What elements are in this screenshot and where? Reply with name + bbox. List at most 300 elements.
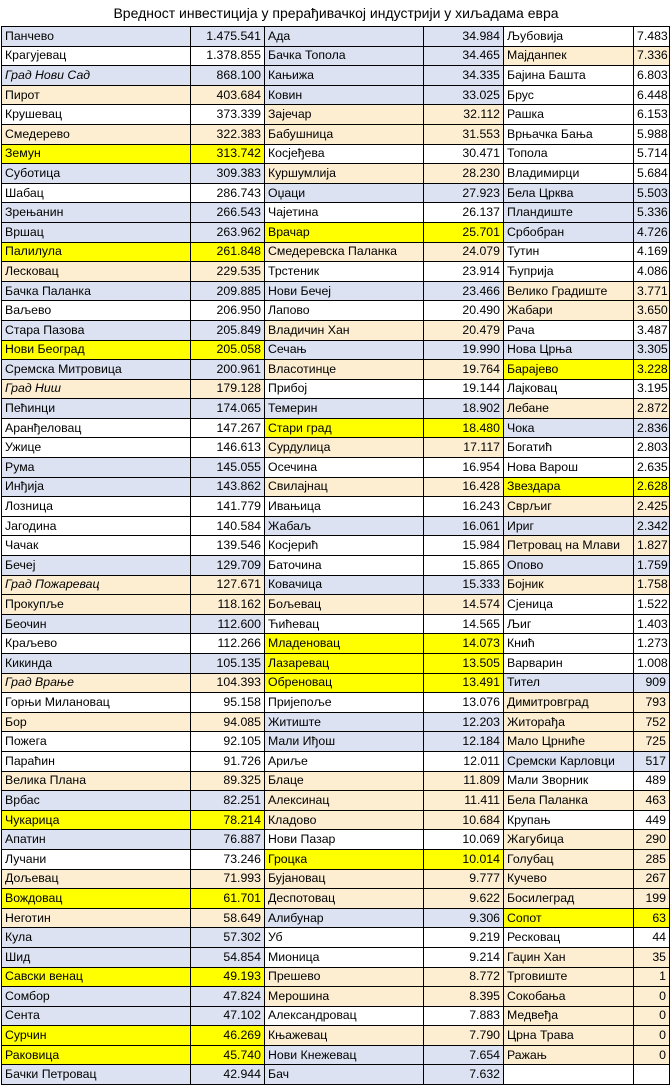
table-row bbox=[2, 458, 670, 478]
investment-value: 0 bbox=[634, 987, 670, 1007]
investment-value: 54.854 bbox=[191, 947, 265, 967]
investment-value: 7.790 bbox=[424, 1026, 504, 1046]
investment-value: 7.336 bbox=[634, 46, 670, 66]
investment-value: 112.266 bbox=[191, 634, 265, 654]
municipality-name: Црна Трава bbox=[504, 1026, 634, 1046]
table-row bbox=[2, 654, 670, 674]
investment-value: 27.923 bbox=[424, 183, 504, 203]
investment-value: 0 bbox=[634, 1026, 670, 1046]
investment-value: 2.803 bbox=[634, 438, 670, 458]
table-row bbox=[2, 575, 670, 595]
municipality-name: Звездара bbox=[504, 477, 634, 497]
municipality-name: Врачар bbox=[265, 222, 424, 242]
investment-value: 112.600 bbox=[191, 614, 265, 634]
investment-value: 7.883 bbox=[424, 1006, 504, 1026]
investment-value: 45.740 bbox=[191, 1045, 265, 1065]
table-row bbox=[2, 732, 670, 752]
municipality-name: Лапово bbox=[265, 301, 424, 321]
investment-value: 57.302 bbox=[191, 928, 265, 948]
investment-value: 2.872 bbox=[634, 399, 670, 419]
municipality-name: Суботица bbox=[2, 164, 191, 184]
municipality-name: Нови Пазар bbox=[265, 830, 424, 850]
municipality-name: Жабари bbox=[504, 301, 634, 321]
municipality-name: Куршумлија bbox=[265, 164, 424, 184]
municipality-name: Мионица bbox=[265, 947, 424, 967]
municipality-name: Раковица bbox=[2, 1045, 191, 1065]
municipality-name: Сечањ bbox=[265, 340, 424, 360]
investment-value: 1.522 bbox=[634, 595, 670, 615]
investment-value: 47.824 bbox=[191, 987, 265, 1007]
table-row bbox=[2, 751, 670, 771]
municipality-name: Љубовија bbox=[504, 27, 634, 47]
investment-value: 33.025 bbox=[424, 85, 504, 105]
table-row bbox=[2, 222, 670, 242]
municipality-name: Ваљево bbox=[2, 301, 191, 321]
investment-value bbox=[634, 1065, 670, 1085]
investment-value: 285 bbox=[634, 849, 670, 869]
investment-value: 4.086 bbox=[634, 262, 670, 282]
municipality-name: Ражањ bbox=[504, 1045, 634, 1065]
investment-value: 3.195 bbox=[634, 379, 670, 399]
table-row bbox=[2, 164, 670, 184]
investment-value: 13.076 bbox=[424, 693, 504, 713]
table-row bbox=[2, 967, 670, 987]
investment-value: 261.848 bbox=[191, 242, 265, 262]
municipality-name: Тител bbox=[504, 673, 634, 693]
table-row bbox=[2, 536, 670, 556]
table-row bbox=[2, 497, 670, 517]
municipality-name: Лозница bbox=[2, 497, 191, 517]
municipality-name: Лесковац bbox=[2, 262, 191, 282]
municipality-name: Гроцка bbox=[265, 849, 424, 869]
table-row bbox=[2, 418, 670, 438]
municipality-name: Трстеник bbox=[265, 262, 424, 282]
municipality-name: Осечина bbox=[265, 458, 424, 478]
investment-value: 34.335 bbox=[424, 66, 504, 86]
investment-value: 2.836 bbox=[634, 418, 670, 438]
municipality-name: Сремски Карловци bbox=[504, 751, 634, 771]
municipality-name: Кучево bbox=[504, 869, 634, 889]
investment-value: 206.950 bbox=[191, 301, 265, 321]
investment-value: 42.944 bbox=[191, 1065, 265, 1085]
table-row bbox=[2, 908, 670, 928]
investment-value: 2.425 bbox=[634, 497, 670, 517]
investment-value: 28.230 bbox=[424, 164, 504, 184]
table-row bbox=[2, 144, 670, 164]
table-row bbox=[2, 556, 670, 576]
investment-value: 517 bbox=[634, 751, 670, 771]
municipality-name: Инђија bbox=[2, 477, 191, 497]
municipality-name: Нова Црња bbox=[504, 340, 634, 360]
investment-value: 91.726 bbox=[191, 751, 265, 771]
investment-value: 9.214 bbox=[424, 947, 504, 967]
investment-value: 205.058 bbox=[191, 340, 265, 360]
municipality-name: Опово bbox=[504, 556, 634, 576]
municipality-name: Кладово bbox=[265, 810, 424, 830]
municipality-name: Зрењанин bbox=[2, 203, 191, 223]
municipality-name: Кнић bbox=[504, 634, 634, 654]
investment-value: 34.984 bbox=[424, 27, 504, 47]
investment-value: 20.479 bbox=[424, 320, 504, 340]
municipality-name: Алексинац bbox=[265, 791, 424, 811]
table-row bbox=[2, 928, 670, 948]
investment-value: 18.480 bbox=[424, 418, 504, 438]
investment-value: 489 bbox=[634, 771, 670, 791]
municipality-name bbox=[504, 1065, 634, 1085]
table-row bbox=[2, 771, 670, 791]
municipality-name: Прибој bbox=[265, 379, 424, 399]
municipality-name: Пећинци bbox=[2, 399, 191, 419]
investment-value: 143.862 bbox=[191, 477, 265, 497]
municipality-name: Шабац bbox=[2, 183, 191, 203]
municipality-name: Нови Бечеј bbox=[265, 281, 424, 301]
municipality-name: Ковачица bbox=[265, 575, 424, 595]
municipality-name: Смедерево bbox=[2, 124, 191, 144]
municipality-name: Лебане bbox=[504, 399, 634, 419]
investment-value: 5.684 bbox=[634, 164, 670, 184]
municipality-name: Жабаљ bbox=[265, 516, 424, 536]
municipality-name: Уб bbox=[265, 928, 424, 948]
investment-value: 26.137 bbox=[424, 203, 504, 223]
investment-value: 8.395 bbox=[424, 987, 504, 1007]
municipality-name: Савски венац bbox=[2, 967, 191, 987]
municipality-name: Варварин bbox=[504, 654, 634, 674]
investment-value: 147.267 bbox=[191, 418, 265, 438]
municipality-name: Барајево bbox=[504, 360, 634, 380]
investment-value: 5.714 bbox=[634, 144, 670, 164]
investment-value: 266.543 bbox=[191, 203, 265, 223]
table-row bbox=[2, 849, 670, 869]
investment-value: 4.169 bbox=[634, 242, 670, 262]
table-row bbox=[2, 791, 670, 811]
table-row bbox=[2, 516, 670, 536]
municipality-name: Владимирци bbox=[504, 164, 634, 184]
table-row bbox=[2, 379, 670, 399]
municipality-name: Алибунар bbox=[265, 908, 424, 928]
investment-value: 61.701 bbox=[191, 889, 265, 909]
municipality-name: Вршац bbox=[2, 222, 191, 242]
municipality-name: Мало Црниће bbox=[504, 732, 634, 752]
municipality-name: Рашка bbox=[504, 105, 634, 125]
investment-value: 4.726 bbox=[634, 222, 670, 242]
investment-value: 63 bbox=[634, 908, 670, 928]
investment-value: 23.466 bbox=[424, 281, 504, 301]
municipality-name: Брус bbox=[504, 85, 634, 105]
table-row bbox=[2, 85, 670, 105]
municipality-name: Горњи Милановац bbox=[2, 693, 191, 713]
municipality-name: Ивањица bbox=[265, 497, 424, 517]
municipality-name: Сокобања bbox=[504, 987, 634, 1007]
investment-value: 17.117 bbox=[424, 438, 504, 458]
investment-value: 14.574 bbox=[424, 595, 504, 615]
municipality-name: Владичин Хан bbox=[265, 320, 424, 340]
investment-value: 44 bbox=[634, 928, 670, 948]
municipality-name: Неготин bbox=[2, 908, 191, 928]
table-row bbox=[2, 810, 670, 830]
table-row bbox=[2, 1006, 670, 1026]
municipality-name: Кикинда bbox=[2, 654, 191, 674]
investment-value: 127.671 bbox=[191, 575, 265, 595]
municipality-name: Пријепоље bbox=[265, 693, 424, 713]
table-row bbox=[2, 830, 670, 850]
municipality-name: Земун bbox=[2, 144, 191, 164]
table-row bbox=[2, 438, 670, 458]
investment-value: 0 bbox=[634, 1006, 670, 1026]
municipality-name: Ариље bbox=[265, 751, 424, 771]
investment-value: 290 bbox=[634, 830, 670, 850]
municipality-name: Крагујевац bbox=[2, 46, 191, 66]
municipality-name: Сента bbox=[2, 1006, 191, 1026]
municipality-name: Велика Плана bbox=[2, 771, 191, 791]
table-row bbox=[2, 66, 670, 86]
investment-value: 1.758 bbox=[634, 575, 670, 595]
investment-value: 18.902 bbox=[424, 399, 504, 419]
municipality-name: Сврљиг bbox=[504, 497, 634, 517]
investment-value: 34.465 bbox=[424, 46, 504, 66]
municipality-name: Град Пожаревац bbox=[2, 575, 191, 595]
table-row bbox=[2, 320, 670, 340]
investment-value: 179.128 bbox=[191, 379, 265, 399]
municipality-name: Пландиште bbox=[504, 203, 634, 223]
investment-value: 16.954 bbox=[424, 458, 504, 478]
municipality-name: Обреновац bbox=[265, 673, 424, 693]
municipality-name: Темерин bbox=[265, 399, 424, 419]
municipality-name: Аранђеловац bbox=[2, 418, 191, 438]
municipality-name: Топола bbox=[504, 144, 634, 164]
municipality-name: Жагубица bbox=[504, 830, 634, 850]
investment-value: 16.243 bbox=[424, 497, 504, 517]
investment-value: 129.709 bbox=[191, 556, 265, 576]
investment-value: 12.184 bbox=[424, 732, 504, 752]
municipality-name: Чока bbox=[504, 418, 634, 438]
municipality-name: Град Нови Сад bbox=[2, 66, 191, 86]
municipality-name: Деспотовац bbox=[265, 889, 424, 909]
investment-value: 309.383 bbox=[191, 164, 265, 184]
table-row bbox=[2, 1045, 670, 1065]
municipality-name: Вождовац bbox=[2, 889, 191, 909]
investment-value: 373.339 bbox=[191, 105, 265, 125]
investment-value: 0 bbox=[634, 1045, 670, 1065]
table-row bbox=[2, 242, 670, 262]
municipality-name: Бојник bbox=[504, 575, 634, 595]
investment-value: 10.014 bbox=[424, 849, 504, 869]
investment-value: 82.251 bbox=[191, 791, 265, 811]
investment-value: 19.144 bbox=[424, 379, 504, 399]
investment-value: 1.827 bbox=[634, 536, 670, 556]
municipality-name: Тутин bbox=[504, 242, 634, 262]
investment-value: 322.383 bbox=[191, 124, 265, 144]
investment-value: 11.411 bbox=[424, 791, 504, 811]
investment-value: 12.203 bbox=[424, 712, 504, 732]
investment-value: 1 bbox=[634, 967, 670, 987]
investment-value: 909 bbox=[634, 673, 670, 693]
table-row bbox=[2, 360, 670, 380]
investment-value: 3.305 bbox=[634, 340, 670, 360]
table-row bbox=[2, 281, 670, 301]
municipality-name: Бајина Башта bbox=[504, 66, 634, 86]
municipality-name: Косјеђева bbox=[265, 144, 424, 164]
municipality-name: Бечеј bbox=[2, 556, 191, 576]
municipality-name: Мајданпек bbox=[504, 46, 634, 66]
municipality-name: Стара Пазова bbox=[2, 320, 191, 340]
municipality-name: Велико Градиште bbox=[504, 281, 634, 301]
municipality-name: Голубац bbox=[504, 849, 634, 869]
municipality-name: Оџаци bbox=[265, 183, 424, 203]
investment-table bbox=[1, 26, 670, 1085]
table-row bbox=[2, 46, 670, 66]
municipality-name: Лазаревац bbox=[265, 654, 424, 674]
municipality-name: Крупањ bbox=[504, 810, 634, 830]
municipality-name: Ресковац bbox=[504, 928, 634, 948]
municipality-name: Беочин bbox=[2, 614, 191, 634]
table-row bbox=[2, 105, 670, 125]
municipality-name: Босилеград bbox=[504, 889, 634, 909]
municipality-name: Књажевац bbox=[265, 1026, 424, 1046]
investment-value: 15.333 bbox=[424, 575, 504, 595]
investment-value: 89.325 bbox=[191, 771, 265, 791]
municipality-name: Мали Иђош bbox=[265, 732, 424, 752]
investment-value: 47.102 bbox=[191, 1006, 265, 1026]
investment-value: 32.112 bbox=[424, 105, 504, 125]
investment-value: 313.742 bbox=[191, 144, 265, 164]
municipality-name: Бачка Паланка bbox=[2, 281, 191, 301]
municipality-name: Ковин bbox=[265, 85, 424, 105]
municipality-name: Крушевац bbox=[2, 105, 191, 125]
investment-value: 49.193 bbox=[191, 967, 265, 987]
investment-value: 16.061 bbox=[424, 516, 504, 536]
investment-value: 16.428 bbox=[424, 477, 504, 497]
municipality-name: Мали Зворник bbox=[504, 771, 634, 791]
investment-value: 19.990 bbox=[424, 340, 504, 360]
municipality-name: Кањижа bbox=[265, 66, 424, 86]
investment-value: 20.490 bbox=[424, 301, 504, 321]
investment-value: 10.684 bbox=[424, 810, 504, 830]
investment-value: 2.342 bbox=[634, 516, 670, 536]
municipality-name: Свилајнац bbox=[265, 477, 424, 497]
investment-value: 267 bbox=[634, 869, 670, 889]
investment-value: 793 bbox=[634, 693, 670, 713]
investment-value: 14.565 bbox=[424, 614, 504, 634]
municipality-name: Бачка Топола bbox=[265, 46, 424, 66]
municipality-name: Ћићевац bbox=[265, 614, 424, 634]
municipality-name: Сурдулица bbox=[265, 438, 424, 458]
investment-value: 78.214 bbox=[191, 810, 265, 830]
investment-value: 19.764 bbox=[424, 360, 504, 380]
municipality-name: Јагодина bbox=[2, 516, 191, 536]
table-row bbox=[2, 183, 670, 203]
municipality-name: Прокупље bbox=[2, 595, 191, 615]
investment-value: 23.914 bbox=[424, 262, 504, 282]
municipality-name: Ћуприја bbox=[504, 262, 634, 282]
municipality-name: Ириг bbox=[504, 516, 634, 536]
municipality-name: Бујановац bbox=[265, 869, 424, 889]
investment-value: 1.759 bbox=[634, 556, 670, 576]
municipality-name: Србобран bbox=[504, 222, 634, 242]
municipality-name: Бор bbox=[2, 712, 191, 732]
investment-value: 868.100 bbox=[191, 66, 265, 86]
investment-value: 104.393 bbox=[191, 673, 265, 693]
municipality-name: Трговиште bbox=[504, 967, 634, 987]
table-row bbox=[2, 987, 670, 1007]
investment-value: 118.162 bbox=[191, 595, 265, 615]
investment-table-body bbox=[2, 27, 670, 1085]
investment-value: 12.011 bbox=[424, 751, 504, 771]
municipality-name: Панчево bbox=[2, 27, 191, 47]
investment-value: 94.085 bbox=[191, 712, 265, 732]
investment-value: 14.073 bbox=[424, 634, 504, 654]
investment-value: 105.135 bbox=[191, 654, 265, 674]
table-row bbox=[2, 947, 670, 967]
municipality-name: Медвеђа bbox=[504, 1006, 634, 1026]
municipality-name: Рума bbox=[2, 458, 191, 478]
investment-value: 200.961 bbox=[191, 360, 265, 380]
municipality-name: Ада bbox=[265, 27, 424, 47]
municipality-name: Житиште bbox=[265, 712, 424, 732]
investment-value: 199 bbox=[634, 889, 670, 909]
investment-value: 15.865 bbox=[424, 556, 504, 576]
municipality-name: Мерошина bbox=[265, 987, 424, 1007]
investment-value: 1.378.855 bbox=[191, 46, 265, 66]
investment-value: 31.553 bbox=[424, 124, 504, 144]
municipality-name: Град Врање bbox=[2, 673, 191, 693]
municipality-name: Сјеница bbox=[504, 595, 634, 615]
investment-value: 5.336 bbox=[634, 203, 670, 223]
municipality-name: Петровац на Млави bbox=[504, 536, 634, 556]
investment-value: 403.684 bbox=[191, 85, 265, 105]
table-row bbox=[2, 712, 670, 732]
municipality-name: Врњачка Бања bbox=[504, 124, 634, 144]
investment-value: 752 bbox=[634, 712, 670, 732]
investment-value: 15.984 bbox=[424, 536, 504, 556]
municipality-name: Чачак bbox=[2, 536, 191, 556]
investment-value: 140.584 bbox=[191, 516, 265, 536]
table-row bbox=[2, 1026, 670, 1046]
investment-value: 1.475.541 bbox=[191, 27, 265, 47]
municipality-name: Врбас bbox=[2, 791, 191, 811]
municipality-name: Младеновац bbox=[265, 634, 424, 654]
municipality-name: Сопот bbox=[504, 908, 634, 928]
investment-value: 9.622 bbox=[424, 889, 504, 909]
table-row bbox=[2, 124, 670, 144]
table-row bbox=[2, 595, 670, 615]
investment-value: 9.777 bbox=[424, 869, 504, 889]
investment-value: 76.887 bbox=[191, 830, 265, 850]
municipality-name: Сремска Митровица bbox=[2, 360, 191, 380]
investment-value: 2.628 bbox=[634, 477, 670, 497]
investment-value: 92.105 bbox=[191, 732, 265, 752]
table-row bbox=[2, 889, 670, 909]
municipality-name: Зајечар bbox=[265, 105, 424, 125]
table-row bbox=[2, 693, 670, 713]
table-row bbox=[2, 673, 670, 693]
investment-value: 286.743 bbox=[191, 183, 265, 203]
investment-value: 73.246 bbox=[191, 849, 265, 869]
municipality-name: Власотинце bbox=[265, 360, 424, 380]
municipality-name: Лајковац bbox=[504, 379, 634, 399]
municipality-name: Житорађа bbox=[504, 712, 634, 732]
investment-value: 71.993 bbox=[191, 869, 265, 889]
municipality-name: Прешево bbox=[265, 967, 424, 987]
municipality-name: Нови Кнежевац bbox=[265, 1045, 424, 1065]
municipality-name: Чукарица bbox=[2, 810, 191, 830]
municipality-name: Александровац bbox=[265, 1006, 424, 1026]
municipality-name: Баточина bbox=[265, 556, 424, 576]
investment-value: 11.809 bbox=[424, 771, 504, 791]
investment-value: 2.635 bbox=[634, 458, 670, 478]
investment-value: 46.269 bbox=[191, 1026, 265, 1046]
municipality-name: Чајетина bbox=[265, 203, 424, 223]
investment-value: 3.650 bbox=[634, 301, 670, 321]
